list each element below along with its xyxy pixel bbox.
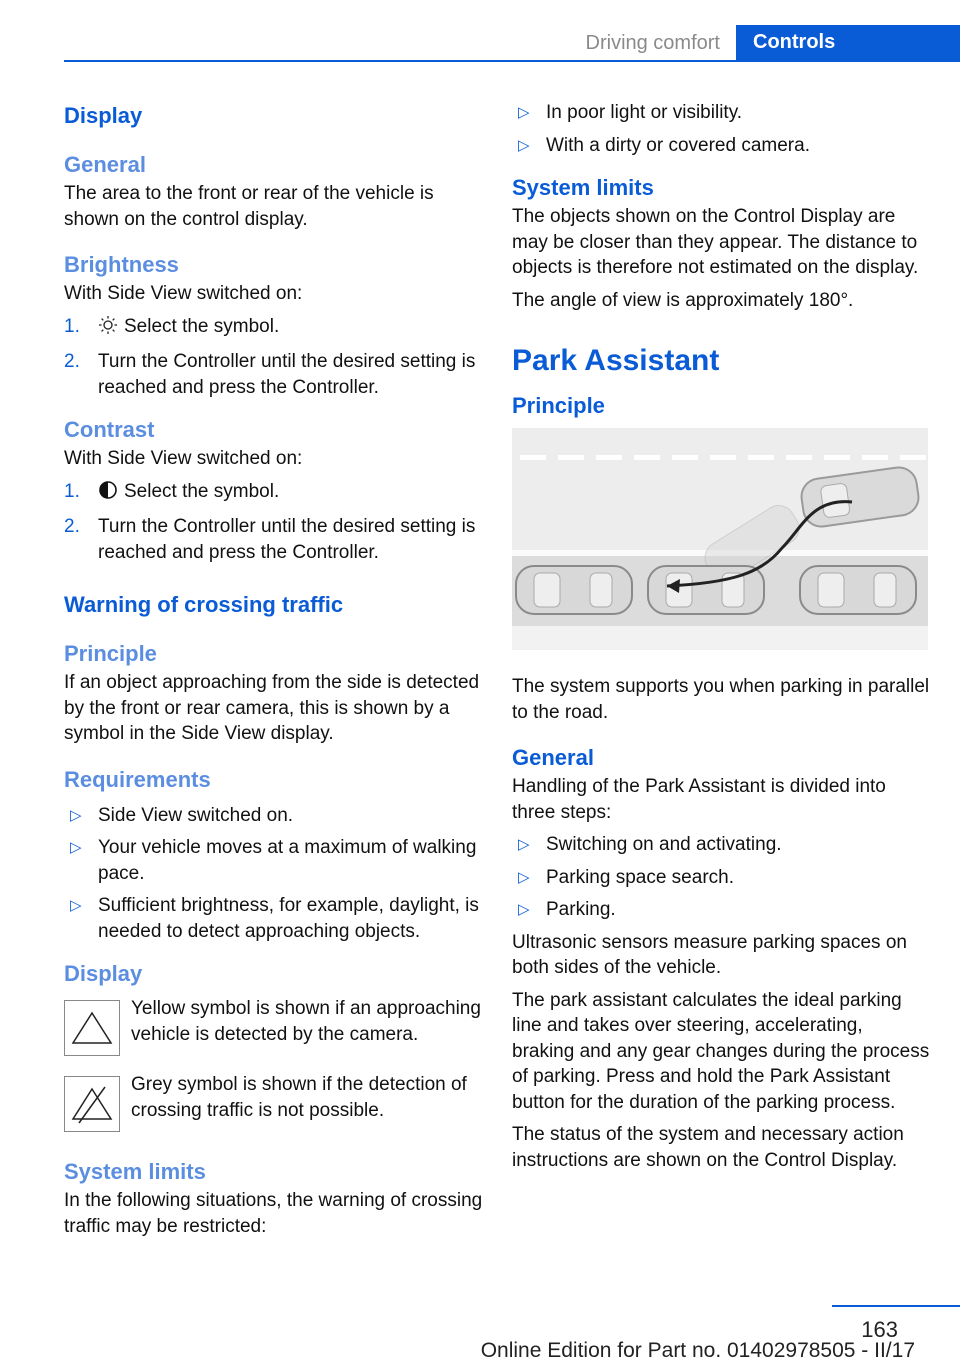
step-text: Turn the Controller until the desired setting is reached and press the Controller. [98, 351, 476, 398]
triangle-bullet-icon: ▷ [518, 901, 530, 918]
paragraph-limits-2: The angle of view is approximately 180°. [512, 289, 854, 311]
symbol-row-yellow [64, 996, 484, 1054]
step-text: Turn the Controller until the desired setting is reached and press the Controller. [98, 516, 476, 563]
list-item [64, 479, 484, 508]
step-text: Select the symbol. [124, 315, 280, 337]
triangle-bullet-icon: ▷ [70, 806, 82, 824]
page-footer [0, 1305, 960, 1362]
heading-system-limits-camera: System limits [512, 175, 654, 200]
requirements-list [64, 803, 484, 945]
park-steps-list [512, 832, 930, 923]
right-column [512, 100, 930, 1173]
paragraph-principle: The system supports you when parking in parallel to the road. [512, 676, 930, 723]
footer-rule [832, 1305, 960, 1307]
triangle-bullet-icon: ▷ [70, 897, 82, 914]
list-item: ▷ Parking space search. [512, 865, 930, 891]
step-number: 1. [64, 315, 80, 337]
contrast-steps [64, 479, 484, 566]
heading-general: General [512, 745, 594, 770]
step-text: Select the symbol. [124, 480, 280, 502]
paragraph-brightness-intro: With Side View switched on: [64, 283, 303, 304]
symbol-description: Yellow symbol is shown if an approaching vehicle is detected by the camera. [131, 998, 481, 1045]
heading-principle: Principle [512, 393, 605, 418]
paragraph-general: Handling of the Park Assistant is divided into three steps: [512, 776, 886, 823]
paragraph-general: The area to the front or rear of the vehicle is shown on the control display. [64, 183, 434, 230]
symbol-row-grey [64, 1072, 484, 1130]
paragraph-calculation: The park assistant calculates the ideal parking line and takes over steering, accelerating, braking and any gear changes during the process of parking. Press and hold the Park Assistant button for the duration of the parking process. [512, 989, 930, 1113]
heading-general: General [64, 152, 146, 177]
warning-triangle-crossed-icon [64, 1076, 120, 1132]
triangle-bullet-icon: ▷ [518, 868, 530, 886]
heading-park-assistant: Park Assistant [512, 344, 720, 377]
paragraph-contrast-intro: With Side View switched on: [64, 448, 303, 469]
triangle-bullet-icon: ▷ [518, 836, 530, 853]
header-tab-controls: Controls [736, 25, 960, 62]
heading-warning-crossing-traffic: Warning of crossing traffic [64, 592, 344, 617]
heading-system-limits: System limits [64, 1159, 206, 1184]
header-rule [64, 60, 960, 62]
parallel-parking-illustration [512, 428, 928, 650]
contrast-icon [98, 480, 118, 508]
header-section-title: Driving comfort [585, 32, 720, 54]
heading-display-symbols: Display [64, 961, 143, 986]
list-item [64, 349, 484, 400]
heading-principle: Principle [64, 641, 157, 666]
triangle-bullet-icon: ▷ [70, 839, 82, 856]
symbol-description: Grey symbol is shown if the detection of crossing traffic is not possible. [131, 1074, 467, 1121]
paragraph-system-limits: In the following situations, the warning of crossing traffic may be restricted: [64, 1190, 483, 1237]
sun-icon [98, 315, 118, 343]
triangle-bullet-icon: ▷ [518, 136, 530, 154]
edition-note: Online Edition for Part no. 01402978505 - II/17 [480, 1339, 915, 1362]
step-number: 2. [64, 516, 80, 537]
paragraph-limits-1: The objects shown on the Control Display are may be closer than they appear. The distance to objects is therefore not estimated on the display. [512, 206, 919, 278]
step-number: 2. [64, 351, 80, 372]
list-item: ▷ Switching on and activating. [512, 832, 930, 858]
list-item: ▷ With a dirty or covered camera. [512, 133, 930, 159]
heading-contrast: Contrast [64, 417, 155, 442]
list-item: ▷ Your vehicle moves at a maximum of walking pace. [70, 837, 477, 884]
heading-requirements: Requirements [64, 766, 211, 792]
triangle-bullet-icon: ▷ [518, 104, 530, 121]
page-number: 163 [861, 1317, 898, 1342]
heading-brightness: Brightness [64, 252, 179, 277]
list-item: ▷ Parking. [512, 897, 930, 923]
page-header [0, 0, 960, 62]
list-item: ▷ In poor light or visibility. [512, 100, 930, 126]
paragraph-principle: If an object approaching from the side is detected by the front or rear camera, this is shown by a symbol in the Side View display. [64, 672, 480, 744]
paragraph-status: The status of the system and necessary action instructions are shown on the Control Display. [512, 1124, 904, 1171]
list-item: ▷ Sufficient brightness, for example, daylight, is needed to detect approaching objects. [70, 895, 479, 942]
list-item [64, 314, 484, 343]
step-number: 1. [64, 480, 80, 502]
left-column [64, 100, 484, 1239]
list-item: ▷ Side View switched on. [64, 803, 484, 829]
heading-display: Display [64, 103, 143, 128]
limits-list [512, 100, 930, 158]
list-item [64, 514, 484, 565]
warning-triangle-icon [64, 1000, 120, 1056]
paragraph-ultrasonic: Ultrasonic sensors measure parking spaces on both sides of the vehicle. [512, 931, 907, 978]
brightness-steps [64, 314, 484, 401]
